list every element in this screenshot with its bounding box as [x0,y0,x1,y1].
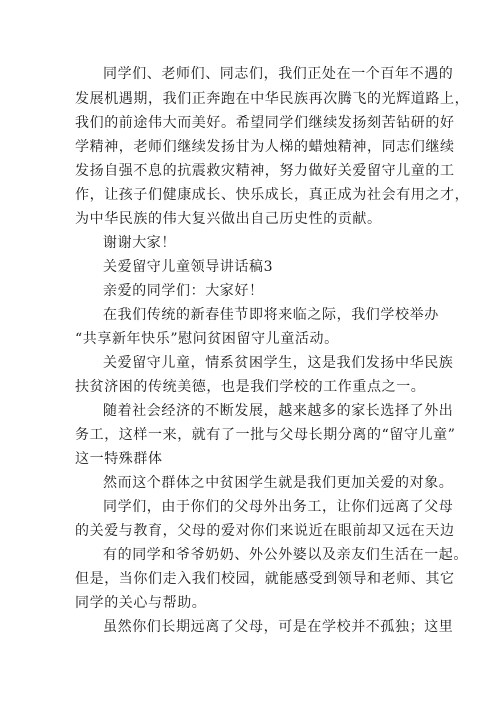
text-line: 同学的关心与帮助。 [75,595,207,611]
text-line: 关爱留守儿童，情系贫困学生，这是我们发扬中华民族 [103,355,454,371]
text-line: 扶贫济困的传统美德，也是我们学校的工作重点之一。 [75,379,426,395]
text-line: 这一特殊群体 [75,451,163,467]
text-line: 为中华民族的伟大复兴做出自己历史性的贡献。 [75,211,382,227]
text-line: 然而这个群体之中贫困学生就是我们更加关爱的对象。 [103,475,454,491]
text-line: 同学们、老师们、同志们，我们正处在一个百年不遇的 [103,66,454,82]
text-line: 同学们，由于你们的父母外出务工，让你们远离了父母 [103,499,454,515]
text-line: 务工，这样一来，就有了一批与父母长期分离的“留守儿童” [75,427,456,443]
text-line: 有的同学和爷爷奶奶、外公外婆以及亲友们生活在一起。 [103,547,468,563]
section-heading: 关爱留守儿童领导讲话稿3 [103,259,274,275]
text-line: 在我们传统的新春佳节即将来临之际，我们学校举办 [103,307,439,323]
text-line: 作，让孩子们健康成长、快乐成长，真正成为社会有用之才， [75,187,470,203]
text-line: 虽然你们长期远离了父母，可是在学校并不孤独；这里 [103,619,454,635]
text-line: 我们的前途伟大而美好。希望同学们继续发扬刻苦钻研的好 [75,115,455,131]
salutation: 亲爱的同学们：大家好！ [103,283,264,299]
text-line: 学精神，老师们继续发扬甘为人梯的蜡烛精神，同志们继续 [75,139,455,155]
text-line: 但是，当你们走入我们校园，就能感受到领导和老师、其它 [75,571,455,587]
text-line: 发展机遇期，我们正奔跑在中华民族再次腾飞的光辉道路上， [75,91,470,107]
text-line: 的关爱与教育，父母的爱对你们来说近在眼前却又远在天边 [75,523,455,539]
text-line: 谢谢大家！ [103,235,176,251]
text-line: 发扬自强不息的抗震救灾精神，努力做好关爱留守儿童的工 [75,163,455,179]
text-line: 随着社会经济的不断发展，越来越多的家长选择了外出 [103,403,454,419]
text-line: “共享新年快乐”慰问贫困留守儿童活动。 [75,331,339,347]
